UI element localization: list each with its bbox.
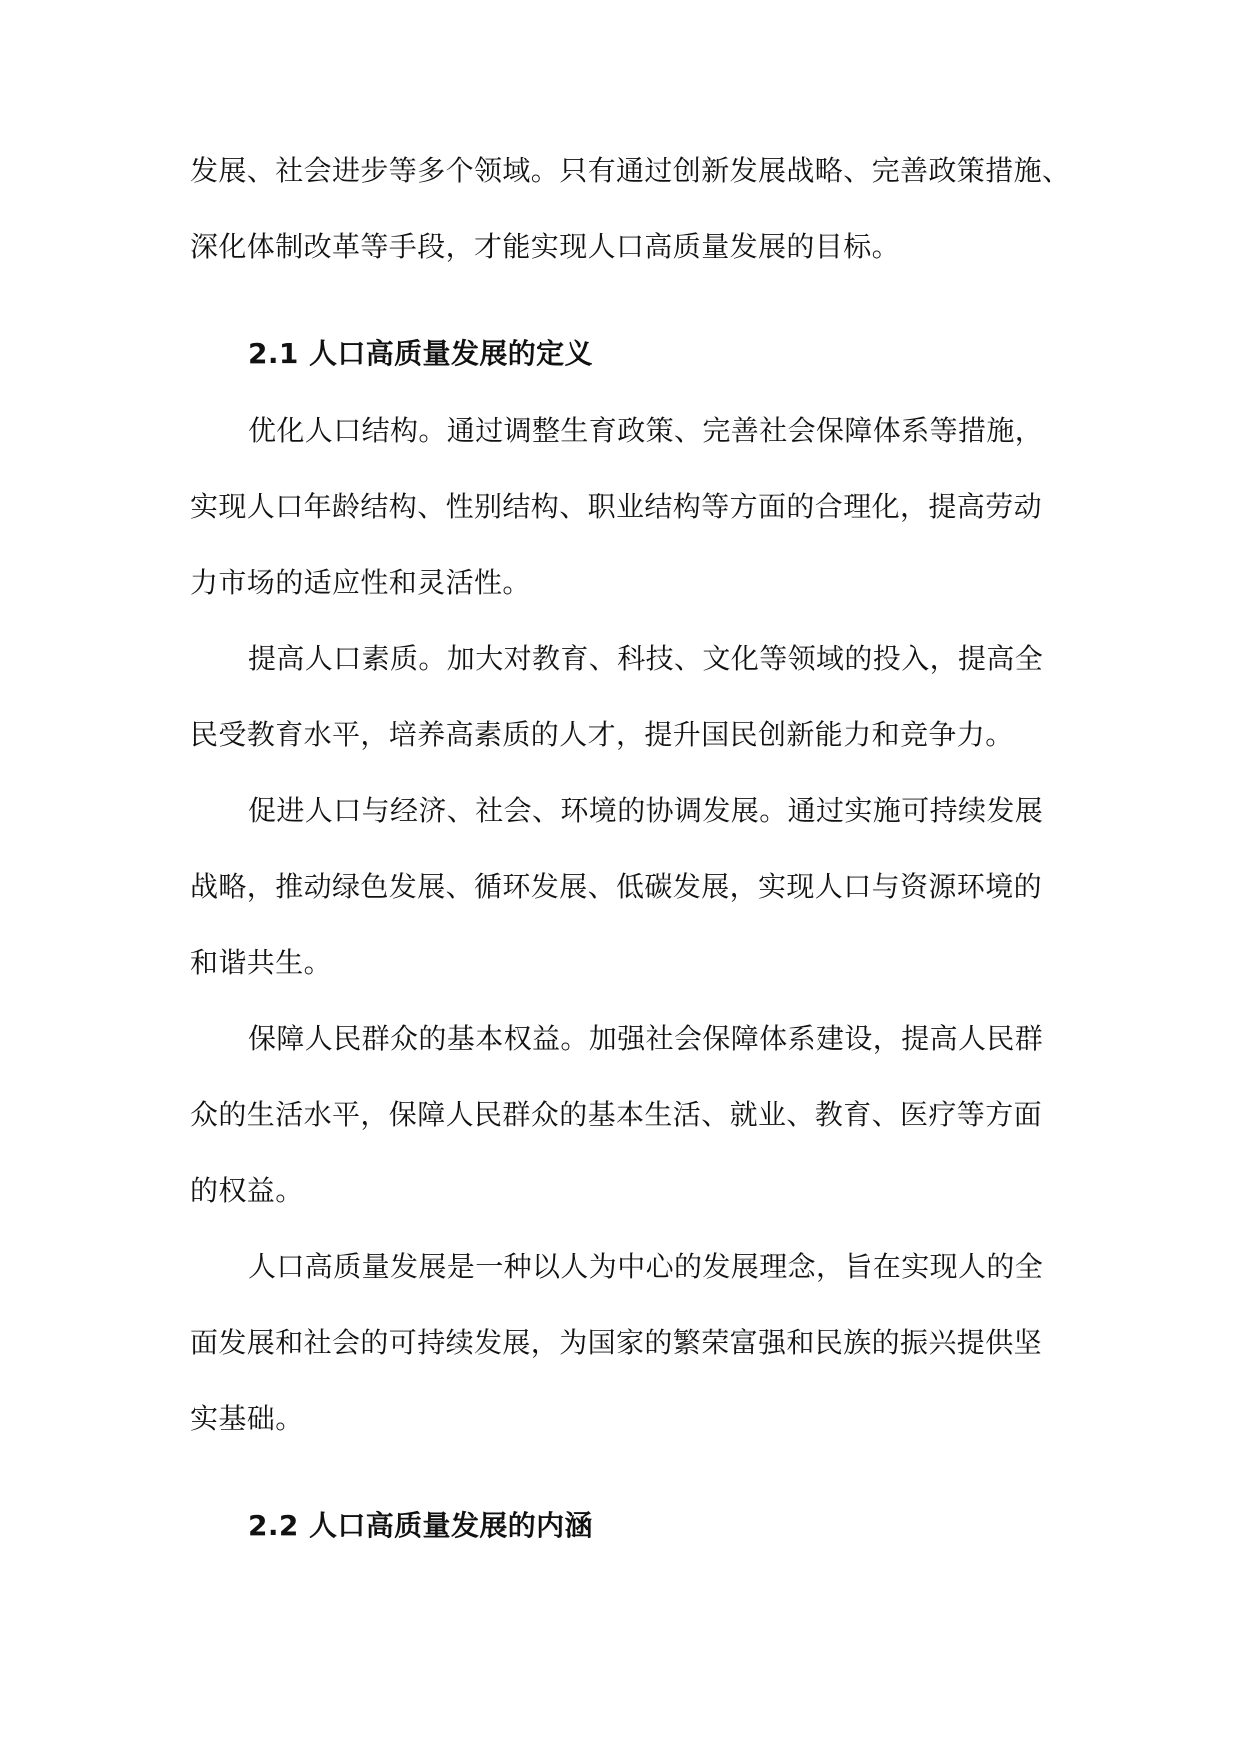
paragraph-line: 深化体制改革等手段，才能实现人口高质量发展的目标。 <box>190 230 901 263</box>
paragraph-line: 促进人口与经济、社会、环境的协调发展。通过实施可持续发展 <box>248 794 1044 827</box>
paragraph-line: 众的生活水平，保障人民群众的基本生活、就业、教育、医疗等方面 <box>190 1098 1043 1131</box>
paragraph-line: 实现人口年龄结构、性别结构、职业结构等方面的合理化，提高劳动 <box>190 490 1043 523</box>
paragraph-line: 发展、社会进步等多个领域。只有通过创新发展战略、完善政策措施、 <box>190 154 1071 187</box>
paragraph-line: 力市场的适应性和灵活性。 <box>190 566 531 599</box>
paragraph-line: 人口高质量发展是一种以人为中心的发展理念，旨在实现人的全 <box>248 1250 1044 1283</box>
paragraph-line: 民受教育水平，培养高素质的人才，提升国民创新能力和竞争力。 <box>190 718 1014 751</box>
section-heading-2-2: 2.2 人口高质量发展的内涵 <box>248 1509 593 1542</box>
section-heading-2-1: 2.1 人口高质量发展的定义 <box>248 337 593 370</box>
paragraph-line: 优化人口结构。通过调整生育政策、完善社会保障体系等措施， <box>248 414 1044 447</box>
paragraph-line: 面发展和社会的可持续发展，为国家的繁荣富强和民族的振兴提供坚 <box>190 1326 1043 1359</box>
paragraph-line: 提高人口素质。加大对教育、科技、文化等领域的投入，提高全 <box>248 642 1044 675</box>
paragraph-line: 保障人民群众的基本权益。加强社会保障体系建设，提高人民群 <box>248 1022 1044 1055</box>
paragraph-line: 和谐共生。 <box>190 946 333 979</box>
paragraph-line: 战略，推动绿色发展、循环发展、低碳发展，实现人口与资源环境的 <box>190 870 1043 903</box>
paragraph-line: 实基础。 <box>190 1402 304 1435</box>
paragraph-line: 的权益。 <box>190 1174 304 1207</box>
